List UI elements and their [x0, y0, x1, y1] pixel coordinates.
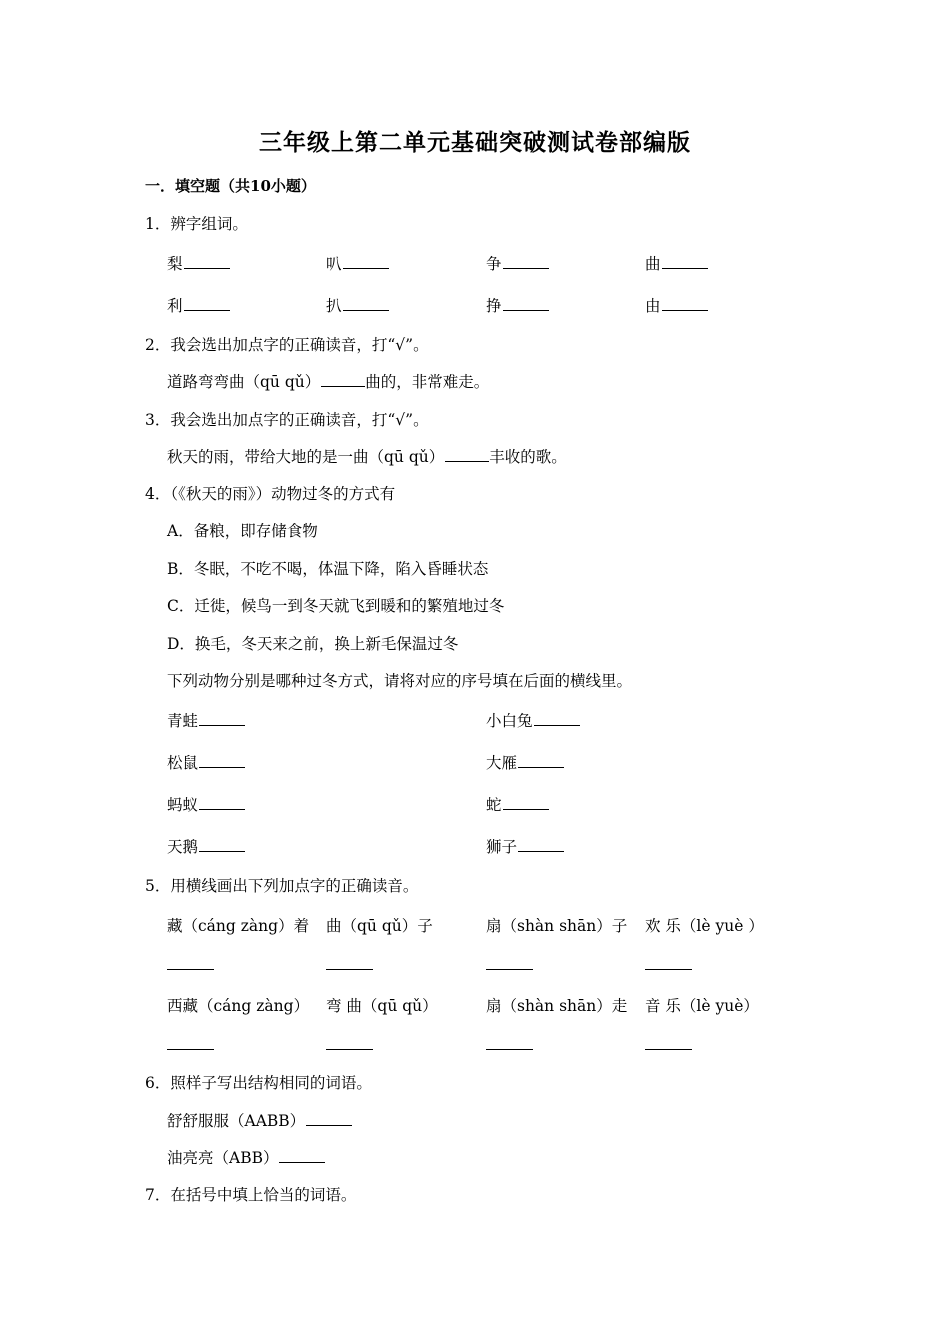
answer-blank[interactable]	[343, 253, 389, 270]
animal-item: 狮子	[486, 835, 564, 857]
q3-stem: 3．我会选出加点字的正确读音，打“√”。	[145, 411, 429, 429]
answer-blank[interactable]	[662, 295, 708, 312]
answer-blank[interactable]	[518, 752, 564, 769]
section-heading: 一．填空题（共10小题）	[145, 177, 316, 195]
pinyin-item: 弯 曲（qū qǔ）	[326, 997, 438, 1015]
q1-item: 争	[486, 252, 549, 274]
q1-item: 梨	[167, 252, 230, 274]
answer-blank[interactable]	[184, 295, 230, 312]
answer-blank[interactable]	[326, 1049, 373, 1050]
q1-item: 挣	[486, 294, 549, 316]
pinyin-item: 扇（shàn shān）子	[486, 917, 628, 935]
answer-blank[interactable]	[645, 969, 692, 970]
animal-item: 蚂蚁	[167, 793, 245, 815]
animal-item: 小白兔	[486, 709, 580, 731]
q1-item: 叭	[326, 252, 389, 274]
q4-option-b: B．冬眠，不吃不喝，体温下降，陷入昏睡状态	[167, 560, 489, 578]
q1-item: 扒	[326, 294, 389, 316]
answer-blank[interactable]	[167, 1049, 214, 1050]
animal-item: 松鼠	[167, 751, 245, 773]
answer-blank[interactable]	[662, 253, 708, 270]
q1-stem: 1．辨字组词。	[145, 215, 248, 233]
q3-sentence: 秋天的雨，带给大地的是一曲（qū qǔ） 丰收的歌。	[167, 445, 567, 467]
pinyin-item: 藏（cáng zàng）着	[167, 917, 310, 935]
q4-option-c: C．迁徙，候鸟一到冬天就飞到暖和的繁殖地过冬	[167, 597, 505, 615]
q1-item: 由	[645, 294, 708, 316]
page-title: 三年级上第二单元基础突破测试卷部编版	[259, 129, 691, 156]
animal-item: 蛇	[486, 793, 549, 815]
answer-blank[interactable]	[167, 969, 214, 970]
q2-sentence: 道路弯弯曲（qū qǔ） 曲的，非常难走。	[167, 370, 489, 392]
q1-item: 利	[167, 294, 230, 316]
answer-blank[interactable]	[486, 969, 533, 970]
answer-blank[interactable]	[534, 710, 580, 727]
animal-item: 青蛙	[167, 709, 245, 731]
answer-blank[interactable]	[503, 253, 549, 270]
answer-blank[interactable]	[321, 371, 365, 388]
answer-blank[interactable]	[306, 1110, 352, 1127]
pinyin-item: 扇（shàn shān）走	[486, 997, 628, 1015]
animal-item: 天鹅	[167, 835, 245, 857]
answer-blank[interactable]	[503, 794, 549, 811]
q6-stem: 6．照样子写出结构相同的词语。	[145, 1074, 372, 1092]
pinyin-item: 西藏（cáng zàng）	[167, 997, 310, 1015]
q4-stem: 4．（《秋天的雨》）动物过冬的方式有	[145, 485, 396, 503]
q4-option-a: A．备粮，即存储食物	[167, 522, 318, 540]
answer-blank[interactable]	[518, 836, 564, 853]
q6-item: 舒舒服服（AABB）	[167, 1109, 352, 1131]
q2-stem: 2．我会选出加点字的正确读音，打“√”。	[145, 336, 429, 354]
pinyin-item: 曲（qū qǔ）子	[326, 917, 433, 935]
q4-option-d: D．换毛，冬天来之前，换上新毛保温过冬	[167, 635, 459, 653]
q6-item: 油亮亮（ABB）	[167, 1146, 325, 1168]
answer-blank[interactable]	[199, 752, 245, 769]
q1-item: 曲	[645, 252, 708, 274]
answer-blank[interactable]	[199, 794, 245, 811]
pinyin-item: 欢 乐（lè yuè ）	[645, 917, 764, 935]
answer-blank[interactable]	[279, 1147, 325, 1164]
q5-stem: 5．用横线画出下列加点字的正确读音。	[145, 877, 419, 895]
answer-blank[interactable]	[326, 969, 373, 970]
q4-instruction: 下列动物分别是哪种过冬方式，请将对应的序号填在后面的横线里。	[167, 672, 633, 690]
answer-blank[interactable]	[645, 1049, 692, 1050]
answer-blank[interactable]	[184, 253, 230, 270]
answer-blank[interactable]	[199, 836, 245, 853]
answer-blank[interactable]	[486, 1049, 533, 1050]
answer-blank[interactable]	[199, 710, 245, 727]
q7-stem: 7．在括号中填上恰当的词语。	[145, 1186, 357, 1204]
answer-blank[interactable]	[445, 446, 489, 463]
answer-blank[interactable]	[503, 295, 549, 312]
animal-item: 大雁	[486, 751, 564, 773]
answer-blank[interactable]	[343, 295, 389, 312]
pinyin-item: 音 乐（lè yuè）	[645, 997, 759, 1015]
